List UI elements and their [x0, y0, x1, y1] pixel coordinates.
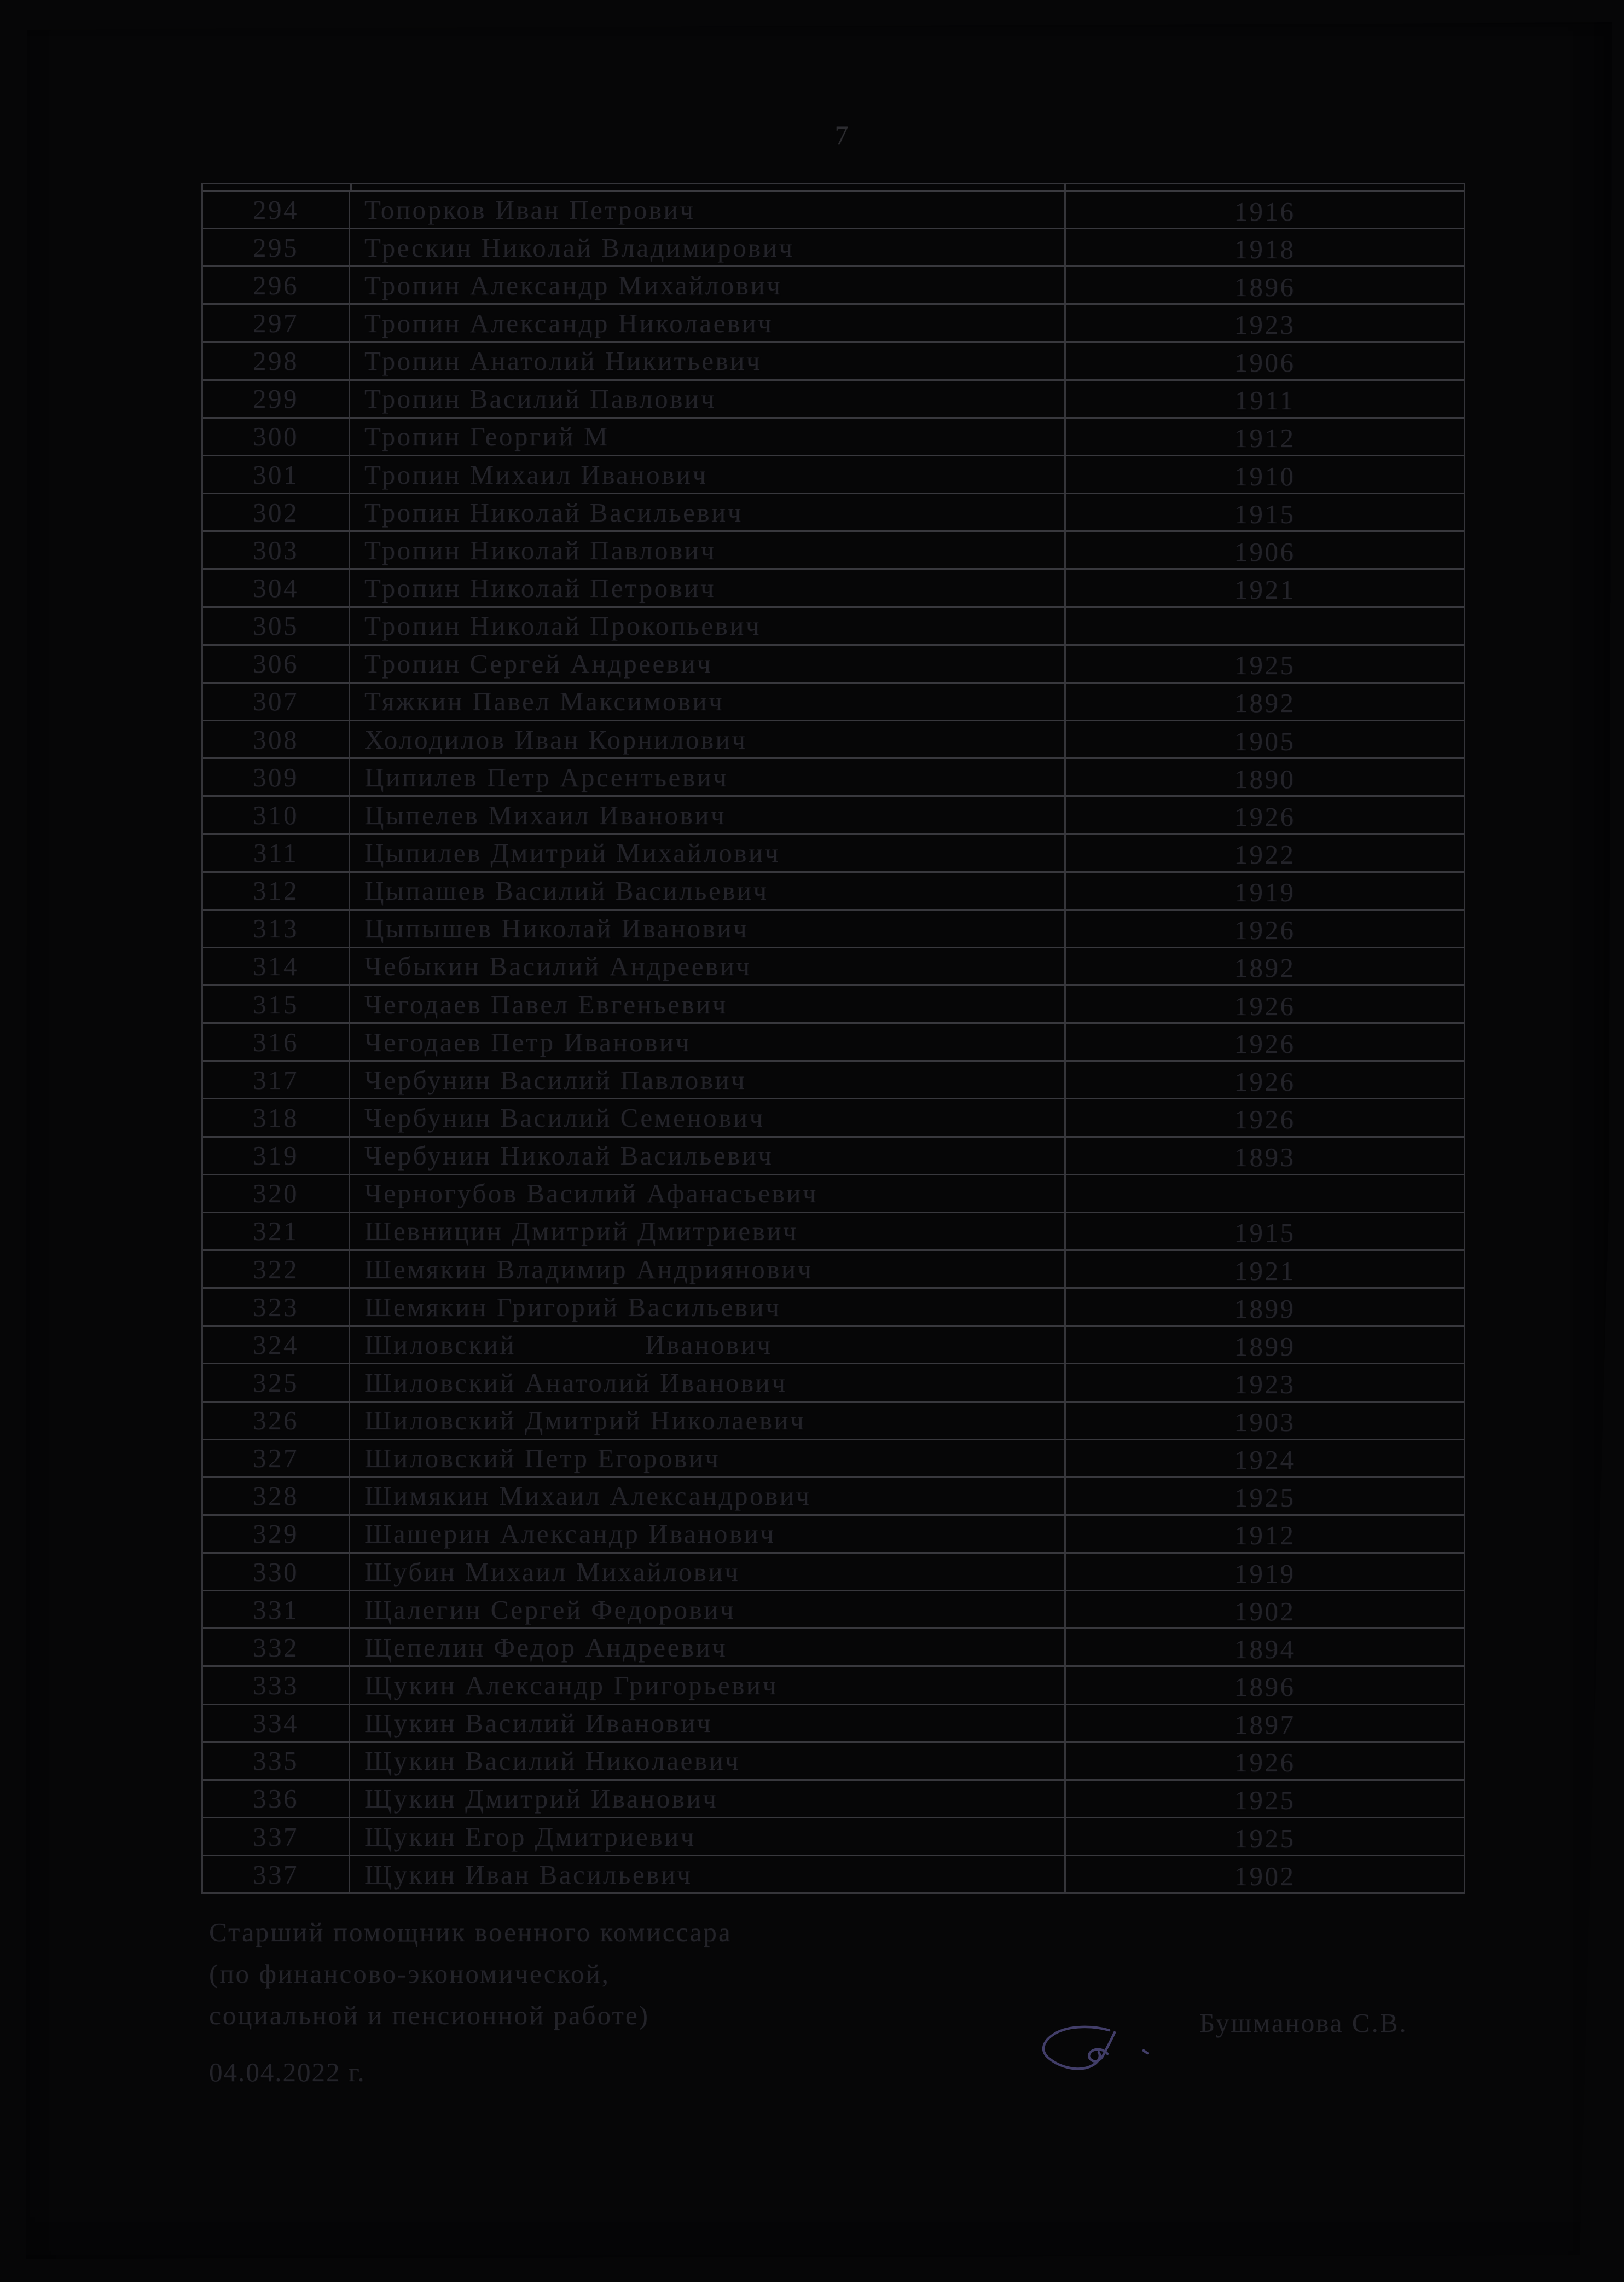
- row-number-cell: 323: [203, 1289, 350, 1325]
- table-row: [203, 341, 1464, 379]
- table-row: [203, 720, 1464, 757]
- table-row: [203, 1325, 1464, 1363]
- table-row: [203, 984, 1464, 1022]
- row-number-cell: 319: [203, 1138, 350, 1174]
- row-number-cell: 299: [203, 381, 350, 417]
- name-cell: Тяжкин Павел Максимович: [350, 684, 1066, 720]
- birth-year-cell: 1925: [1234, 650, 1296, 681]
- birth-year-cell: 1926: [1234, 915, 1296, 946]
- name-cell: Черногубов Василий Афанасьевич: [350, 1175, 1066, 1212]
- name-cell: Шиловский Иванович: [350, 1327, 1066, 1363]
- row-number-cell: 331: [203, 1591, 350, 1627]
- name-cell: Тропин Анатолий Никитьевич: [350, 343, 1066, 379]
- table-row: [203, 1514, 1464, 1552]
- row-number-cell: 316: [203, 1024, 350, 1060]
- birth-year-cell: 1918: [1234, 234, 1296, 264]
- birth-year-cell: [1066, 610, 1464, 646]
- name-cell: Цыпашев Василий Васильевич: [350, 873, 1066, 909]
- table-row: [203, 1741, 1464, 1779]
- birth-year-cell: 1905: [1234, 726, 1296, 756]
- table-row: [203, 1022, 1464, 1060]
- table-row: [203, 1098, 1464, 1136]
- name-cell: Чебыкин Василий Андреевич: [350, 948, 1066, 984]
- name-cell: Чербунин Николай Васильевич: [350, 1138, 1066, 1174]
- table-row: [203, 379, 1464, 417]
- name-cell: Шемякин Григорий Васильевич: [350, 1289, 1066, 1325]
- row-number-cell: 320: [203, 1175, 350, 1212]
- row-number-cell: 311: [203, 835, 350, 871]
- signer-title-line-2: (по финансово-экономической,: [209, 1959, 610, 1989]
- row-number-cell: 314: [203, 948, 350, 984]
- table-row: [203, 1212, 1464, 1249]
- row-number-cell: 295: [203, 229, 350, 265]
- row-number-cell: 303: [203, 532, 350, 568]
- row-number-cell: 327: [203, 1440, 350, 1476]
- sliver-year-cell: [1066, 184, 1464, 190]
- row-number-cell: 317: [203, 1062, 350, 1098]
- row-number-cell: 336: [203, 1781, 350, 1817]
- table-row: [203, 1590, 1464, 1627]
- birth-year-cell: 1906: [1234, 347, 1296, 378]
- name-cell: Трескин Николай Владимирович: [350, 229, 1066, 265]
- table-row: [203, 1136, 1464, 1174]
- birth-year-cell: 1916: [1234, 196, 1296, 227]
- table-row: [203, 1401, 1464, 1439]
- birth-year-cell: 1894: [1234, 1634, 1296, 1664]
- row-number-cell: 312: [203, 873, 350, 909]
- name-cell: Шашерин Александр Иванович: [350, 1516, 1066, 1552]
- birth-year-cell: 1926: [1234, 801, 1296, 832]
- birth-year-cell: 1926: [1234, 991, 1296, 1021]
- birth-year-cell: 1903: [1234, 1407, 1296, 1438]
- birth-year-cell: 1915: [1234, 1218, 1296, 1248]
- birth-year-cell: 1902: [1234, 1596, 1296, 1626]
- birth-year-cell: 1924: [1234, 1445, 1296, 1475]
- table-row: [203, 265, 1464, 303]
- name-cell: Шиловский Дмитрий Николаевич: [350, 1403, 1066, 1439]
- table-row: [203, 303, 1464, 341]
- table-row: [203, 1476, 1464, 1514]
- name-cell: Тропин Николай Прокопьевич: [350, 608, 1066, 644]
- birth-year-cell: 1906: [1234, 536, 1296, 567]
- name-cell: Щукин Иван Васильевич: [350, 1856, 1066, 1892]
- table-row: [203, 1363, 1464, 1400]
- table-row: [203, 606, 1464, 644]
- row-number-cell: 318: [203, 1099, 350, 1136]
- birth-year-cell: 1926: [1234, 1747, 1296, 1778]
- birth-year-cell: 1919: [1234, 877, 1296, 908]
- table-row: [203, 192, 1464, 228]
- name-cell: Тропин Николай Павлович: [350, 532, 1066, 568]
- birth-year-cell: 1902: [1234, 1861, 1296, 1891]
- name-cell: Щалегин Сергей Федорович: [350, 1591, 1066, 1627]
- row-number-cell: 326: [203, 1403, 350, 1439]
- name-cell: Щукин Александр Григорьевич: [350, 1667, 1066, 1703]
- row-number-cell: 334: [203, 1705, 350, 1741]
- table-row: [203, 795, 1464, 833]
- signer-name: Бушманова С.В.: [1199, 2008, 1408, 2038]
- birth-year-cell: 1926: [1234, 1104, 1296, 1134]
- signer-title-line-1: Старший помощник военного комиссара: [209, 1917, 732, 1947]
- birth-year-cell: 1925: [1234, 1482, 1296, 1513]
- table-row: [203, 1704, 1464, 1741]
- row-number-cell: 298: [203, 343, 350, 379]
- name-cell: Щукин Егор Дмитриевич: [350, 1818, 1066, 1855]
- row-number-cell: 329: [203, 1516, 350, 1552]
- table-row: [203, 455, 1464, 493]
- row-number-cell: 309: [203, 759, 350, 795]
- birth-year-cell: 1897: [1234, 1710, 1296, 1740]
- sliver-number-cell: [203, 184, 352, 190]
- row-number-cell: 304: [203, 570, 350, 606]
- name-cell: Чегодаев Петр Иванович: [350, 1024, 1066, 1060]
- name-cell: Холодилов Иван Корнилович: [350, 721, 1066, 757]
- birth-year-cell: 1899: [1234, 1293, 1296, 1324]
- table-row: [203, 1627, 1464, 1665]
- name-cell: Тропин Александр Михайлович: [350, 267, 1066, 303]
- birth-year-cell: 1925: [1234, 1785, 1296, 1816]
- table-header-sliver: [203, 184, 1464, 192]
- name-cell: Шубин Михаил Михайлович: [350, 1554, 1066, 1590]
- birth-year-cell: 1922: [1234, 839, 1296, 870]
- row-number-cell: 321: [203, 1213, 350, 1249]
- birth-year-cell: 1926: [1234, 1066, 1296, 1097]
- row-number-cell: 335: [203, 1743, 350, 1779]
- table-rows: [203, 192, 1464, 1892]
- name-cell: Тропин Сергей Андреевич: [350, 646, 1066, 682]
- row-number-cell: 328: [203, 1478, 350, 1514]
- birth-year-cell: 1892: [1234, 688, 1296, 719]
- page-number: 7: [834, 120, 849, 150]
- table-row: [203, 493, 1464, 530]
- table-row: [203, 947, 1464, 984]
- row-number-cell: 307: [203, 684, 350, 720]
- name-cell: Тропин Александр Николаевич: [350, 305, 1066, 341]
- birth-year-cell: 1896: [1234, 271, 1296, 302]
- name-cell: Цыпышев Николай Иванович: [350, 911, 1066, 947]
- name-cell: Тропин Василий Павлович: [350, 381, 1066, 417]
- document-date: 04.04.2022 г.: [209, 2057, 366, 2087]
- name-cell: Щукин Василий Иванович: [350, 1705, 1066, 1741]
- birth-year-cell: 1911: [1234, 385, 1295, 416]
- signature-ink-path: [1043, 2027, 1147, 2069]
- row-number-cell: 297: [203, 305, 350, 341]
- handwritten-signature: [1029, 2003, 1204, 2112]
- birth-year-cell: 1919: [1234, 1558, 1296, 1589]
- name-cell: Тропин Николай Васильевич: [350, 494, 1066, 530]
- table-row: [203, 1174, 1464, 1212]
- sliver-name-cell: [352, 184, 1066, 190]
- birth-year-cell: 1896: [1234, 1672, 1296, 1702]
- name-cell: Цыпилев Дмитрий Михайлович: [350, 835, 1066, 871]
- birth-year-cell: 1912: [1234, 1520, 1296, 1551]
- row-number-cell: 302: [203, 494, 350, 530]
- name-cell: Шимякин Михаил Александрович: [350, 1478, 1066, 1514]
- birth-year-cell: 1923: [1234, 309, 1296, 340]
- name-cell: Тропин Георгий М: [350, 419, 1066, 455]
- table-row: [203, 1287, 1464, 1325]
- signer-title-line-3: социальной и пенсионной работе): [209, 2000, 649, 2030]
- birth-year-cell: 1890: [1234, 763, 1296, 794]
- names-table: [201, 183, 1465, 1894]
- birth-year-cell: 1910: [1234, 461, 1296, 491]
- row-number-cell: 306: [203, 646, 350, 682]
- row-number-cell: 325: [203, 1364, 350, 1400]
- row-number-cell: 333: [203, 1667, 350, 1703]
- row-number-cell: 313: [203, 911, 350, 947]
- name-cell: Шевницин Дмитрий Дмитриевич: [350, 1213, 1066, 1249]
- row-number-cell: 337: [203, 1856, 350, 1892]
- table-row: [203, 909, 1464, 947]
- name-cell: Шиловский Петр Егорович: [350, 1440, 1066, 1476]
- birth-year-cell: 1921: [1234, 1255, 1296, 1286]
- table-row: [203, 1439, 1464, 1476]
- row-number-cell: 315: [203, 986, 350, 1022]
- birth-year-cell: 1912: [1234, 423, 1296, 454]
- birth-year-cell: 1923: [1234, 1369, 1296, 1399]
- table-row: [203, 417, 1464, 455]
- table-row: [203, 228, 1464, 265]
- table-row: [203, 682, 1464, 720]
- row-number-cell: 300: [203, 419, 350, 455]
- birth-year-cell: [1066, 1177, 1464, 1213]
- table-row: [203, 833, 1464, 871]
- birth-year-cell: 1921: [1234, 574, 1296, 605]
- table-row: [203, 1779, 1464, 1817]
- name-cell: Щепелин Федор Андреевич: [350, 1629, 1066, 1665]
- birth-year-cell: 1925: [1234, 1823, 1296, 1854]
- row-number-cell: 332: [203, 1629, 350, 1665]
- table-row: [203, 1665, 1464, 1703]
- name-cell: Тропин Михаил Иванович: [350, 456, 1066, 493]
- table-row: [203, 1249, 1464, 1287]
- table-row: [203, 1060, 1464, 1098]
- row-number-cell: 301: [203, 456, 350, 493]
- table-row: [203, 568, 1464, 606]
- name-cell: Цыпелев Михаил Иванович: [350, 797, 1066, 833]
- row-number-cell: 294: [203, 192, 350, 228]
- name-cell: Ципилев Петр Арсентьевич: [350, 759, 1066, 795]
- row-number-cell: 305: [203, 608, 350, 644]
- table-row: [203, 530, 1464, 568]
- row-number-cell: 330: [203, 1554, 350, 1590]
- name-cell: Чегодаев Павел Евгеньевич: [350, 986, 1066, 1022]
- birth-year-cell: 1893: [1234, 1142, 1296, 1173]
- row-number-cell: 310: [203, 797, 350, 833]
- row-number-cell: 296: [203, 267, 350, 303]
- row-number-cell: 308: [203, 721, 350, 757]
- name-cell: Шемякин Владимир Андриянович: [350, 1251, 1066, 1287]
- row-number-cell: 322: [203, 1251, 350, 1287]
- table-row: [203, 644, 1464, 682]
- birth-year-cell: 1892: [1234, 953, 1296, 983]
- row-number-cell: 337: [203, 1818, 350, 1855]
- table-row: [203, 757, 1464, 795]
- name-cell: Щукин Василий Николаевич: [350, 1743, 1066, 1779]
- table-row: [203, 1817, 1464, 1855]
- table-row: [203, 1855, 1464, 1892]
- birth-year-cell: 1899: [1234, 1331, 1296, 1362]
- name-cell: Тропин Николай Петрович: [350, 570, 1066, 606]
- name-cell: Шиловский Анатолий Иванович: [350, 1364, 1066, 1400]
- name-cell: Чербунин Василий Семенович: [350, 1099, 1066, 1136]
- name-cell: Топорков Иван Петрович: [350, 192, 1066, 228]
- row-number-cell: 324: [203, 1327, 350, 1363]
- name-cell: Щукин Дмитрий Иванович: [350, 1781, 1066, 1817]
- table-row: [203, 871, 1464, 909]
- name-cell: Чербунин Василий Павлович: [350, 1062, 1066, 1098]
- birth-year-cell: 1915: [1234, 499, 1296, 529]
- birth-year-cell: 1926: [1234, 1028, 1296, 1059]
- table-row: [203, 1552, 1464, 1590]
